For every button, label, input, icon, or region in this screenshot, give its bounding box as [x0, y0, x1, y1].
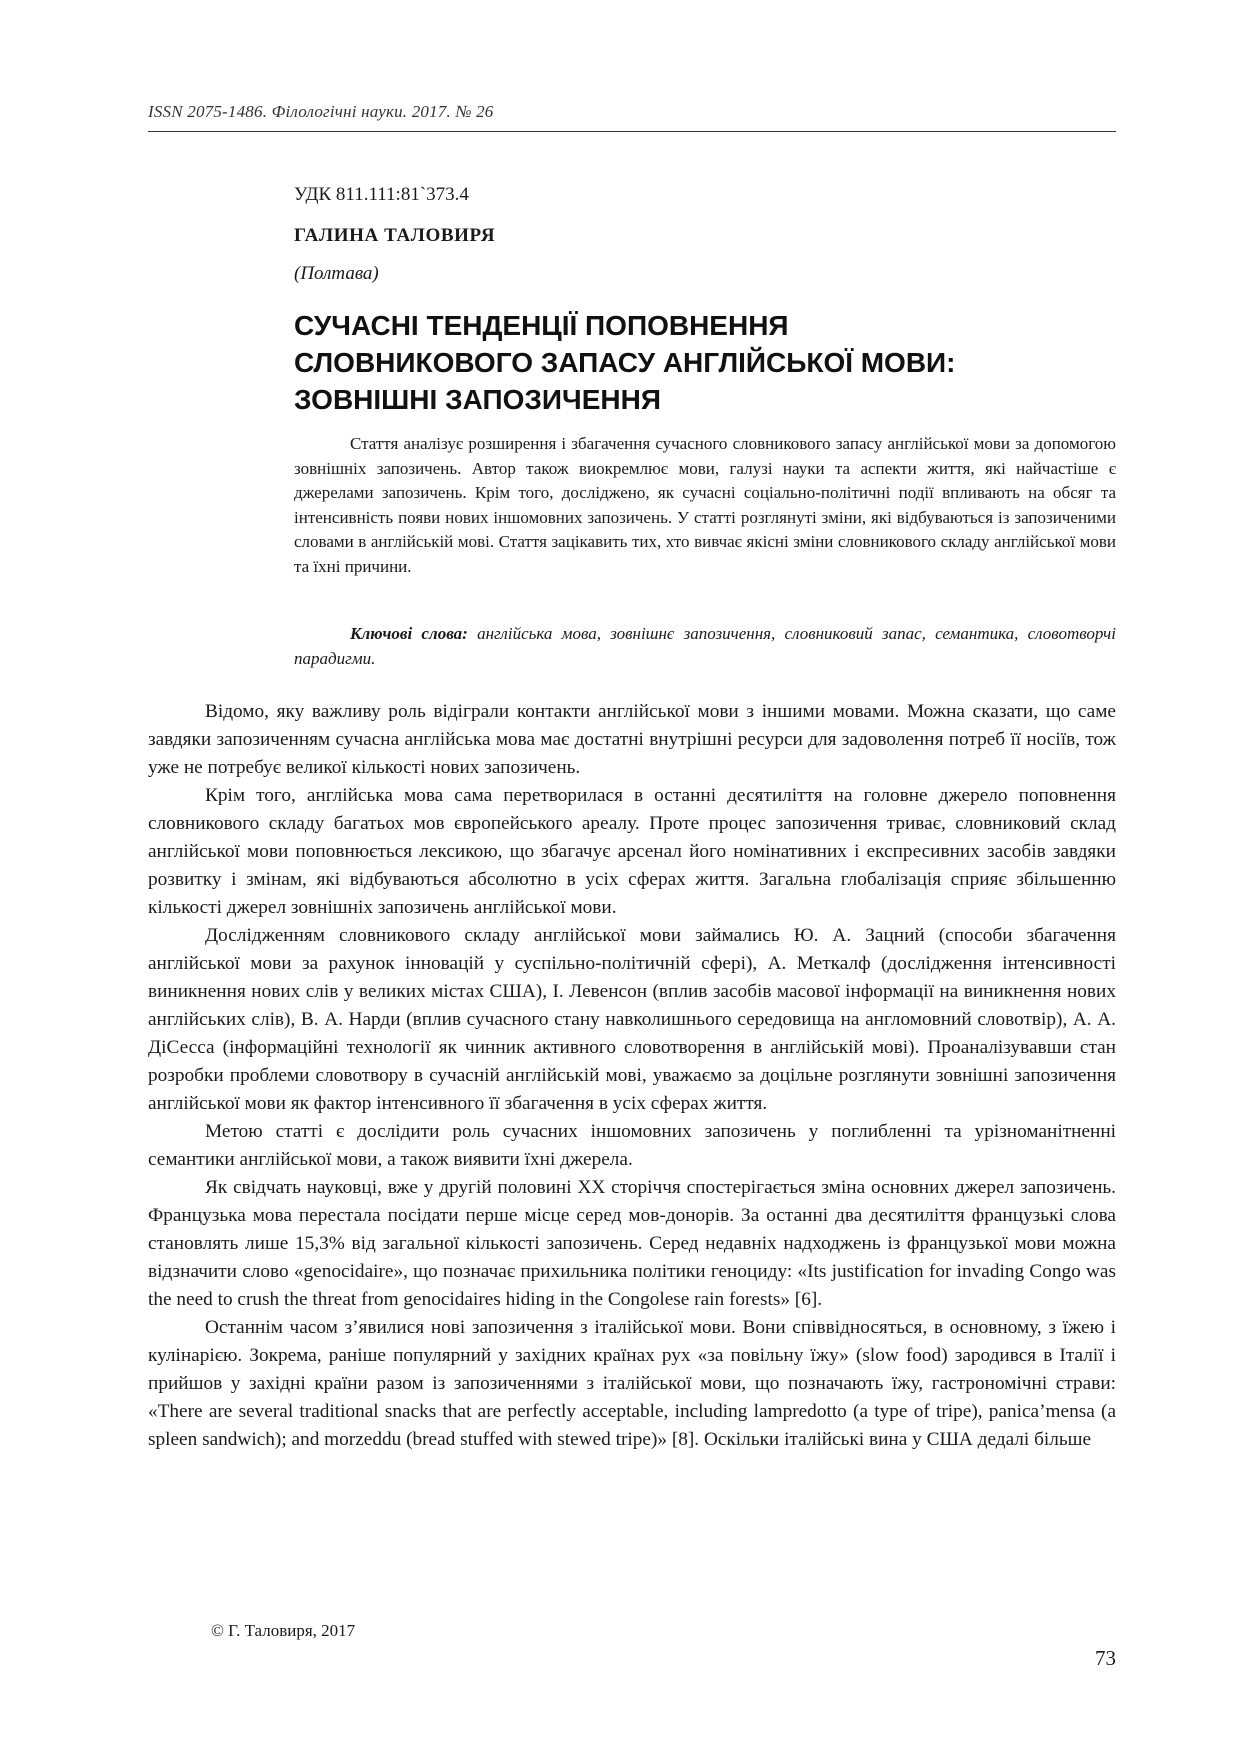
copyright-notice: © Г. Таловиря, 2017 — [211, 1621, 356, 1640]
body-paragraph: Як свідчать науковці, вже у другій половині ХХ сторіччя спостерігається зміна основних джерел запозичень. Французька мова перестала посідати перше місце серед мов-донорів. За останні два десятиліття французькі слова становлять лише 15,3% від загальної кількості запозичень. Серед недавніх надходжень із французької мови можна відзначити слово «genocidaire», що позначає прихильника політики геноциду: «Its justification for invading Congo was the need to crush the threat from genocidaires hiding in the Congolese rain forests» [6]. — [148, 1177, 1116, 1310]
author-city: (Полтава) — [294, 263, 379, 284]
body-paragraph: Метою статті є дослідити роль сучасних іншомовних запозичень у поглибленні та урізноманітненні семантики англійської мови, а також виявити їхні джерела. — [148, 1121, 1116, 1170]
page-number: 73 — [1095, 1646, 1116, 1670]
title-line: СУЧАСНІ ТЕНДЕНЦІЇ ПОПОВНЕННЯ — [294, 310, 789, 341]
title-line: СЛОВНИКОВОГО ЗАПАСУ АНГЛІЙСЬКОЇ МОВИ: — [294, 347, 956, 378]
keywords-label: Ключові слова: — [350, 624, 468, 643]
body-paragraph: Останнім часом з’явилися нові запозичення з італійської мови. Вони співвідносяться, в основному, з їжею і кулінарією. Зокрема, раніше популярний у західних країнах рух «за повільну їжу» (slow food) зародився в Італії і прийшов у західні країни разом із запозиченнями з італійської мови, що позначають їжу, гастрономічні страви: «There are several traditional snacks that are perfectly acceptable, including lampredotto (a type of tripe), panica’mensa (a spleen sandwich); and morzeddu (bread stuffed with stewed tripe)» [8]. Оскільки італійські вина у США дедалі більше — [148, 1317, 1116, 1450]
title-line: ЗОВНІШНІ ЗАПОЗИЧЕННЯ — [294, 384, 661, 415]
journal-page — [148, 0, 1116, 1754]
running-head: ISSN 2075-1486. Філологічні науки. 2017. № 26 — [148, 102, 494, 121]
article-title — [294, 307, 1114, 418]
author-name: ГАЛИНА ТАЛОВИРЯ — [294, 225, 496, 246]
article-body — [148, 698, 1116, 1454]
body-paragraph: Відомо, яку важливу роль відіграли контакти англійської мови з іншими мовами. Можна сказати, що саме завдяки запозиченням сучасна англійська мова має достатні внутрішні ресурси для задоволення потреб її носіїв, тож уже не потребує великої кількості нових запозичень. — [148, 701, 1116, 778]
udk-code: УДК 811.111:81`373.4 — [294, 184, 469, 205]
header-rule — [148, 131, 1116, 132]
abstract: Стаття аналізує розширення і збагачення сучасного словникового запасу англійської мови за допомогою зовнішніх запозичень. Автор також виокремлює мови, галузі науки та аспекти життя, які найчастіше є джерелами запозичень. Крім того, досліджено, як сучасні соціально-політичні події впливають на обсяг та інтенсивність появи нових іншомовних запозичень. У статті розглянуті зміни, які відбуваються із запозиченими словами в англійській мові. Стаття зацікавить тих, хто вивчає якісні зміни словникового складу англійської мови та їхні причини. — [294, 434, 1116, 576]
body-paragraph: Дослідженням словникового складу англійської мови займались Ю. А. Зацний (способи збагачення англійської мови за рахунок інновацій у суспільно-політичній сфері), А. Меткалф (дослідження інтенсивності виникнення нових слів у великих містах США), І. Левенсон (вплив засобів масової інформації на виникнення нових англійських слів), В. А. Нарди (вплив сучасного стану навколишнього середовища на англомовний словотвір), А. А. ДіСесса (інформаційні технології як чинник активного словотворення в англійській мові). Проаналізувавши стан розробки проблеми словотвору в сучасній англійській мові, уважаємо за доцільне розглянути зовнішні запозичення англійської мови як фактор інтенсивного її збагачення в усіх сферах життя. — [148, 925, 1116, 1114]
keywords — [294, 622, 1116, 671]
keywords-list: англійська мова, зовнішнє запозичення, словниковий запас, семантика, словотворчі парадигми. — [294, 624, 1116, 668]
body-paragraph: Крім того, англійська мова сама перетворилася в останні десятиліття на головне джерело поповнення словникового складу багатьох мов європейського ареалу. Проте процес запозичення триває, словниковий склад англійської мови поповнюється лексикою, що збагачує арсенал його номінативних і експресивних засобів завдяки розвитку і змінам, які відбуваються абсолютно в усіх сферах життя. Загальна глобалізація сприяє збільшенню кількості джерел зовнішніх запозичень англійської мови. — [148, 785, 1116, 918]
